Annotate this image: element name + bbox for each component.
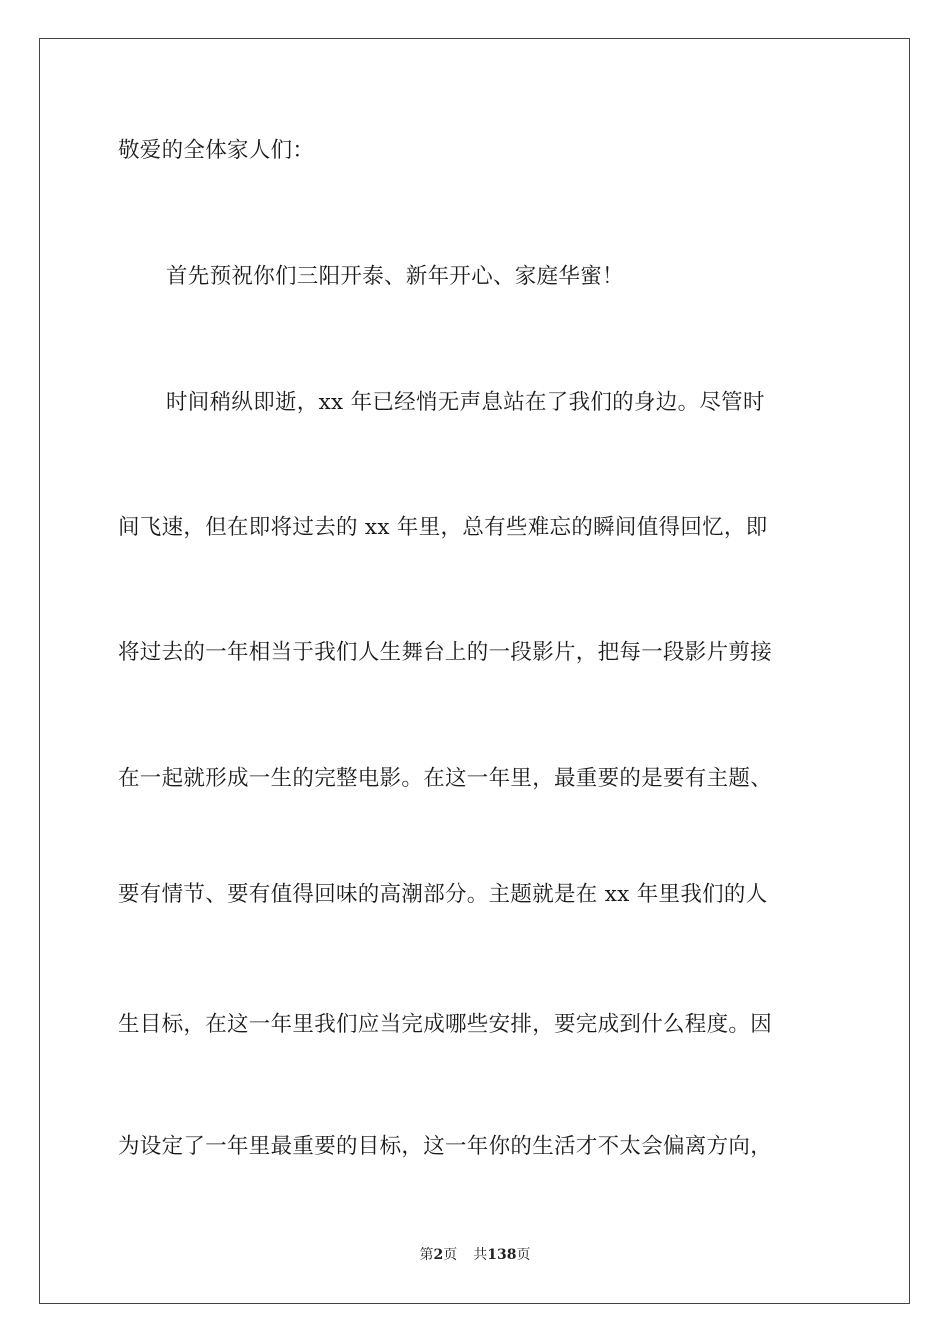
footer-total-prefix: 共: [473, 1247, 488, 1263]
paragraph-line: 将过去的一年相当于我们人生舞台上的一段影片，把每一段影片剪接: [118, 640, 773, 665]
paragraph-line: 为设定了一年里最重要的目标，这一年你的生活才不太会偏离方向，: [118, 1134, 773, 1159]
page-frame: [39, 38, 910, 1304]
paragraph-line: 间飞速，但在即将过去的 xx 年里，总有些难忘的瞬间值得回忆，即: [118, 515, 768, 540]
footer-total-suffix: 页: [516, 1247, 531, 1263]
footer-page-prefix: 第: [419, 1247, 434, 1263]
paragraph-line: 时间稍纵即逝，xx 年已经悄无声息站在了我们的身边。尽管时: [166, 390, 765, 415]
footer-page-suffix: 页: [443, 1247, 458, 1263]
footer-page-number: 2: [433, 1247, 444, 1263]
paragraph-line: 生目标，在这一年里我们应当完成哪些安排，要完成到什么程度。因: [118, 1012, 773, 1037]
page-footer: [0, 1245, 950, 1265]
footer-total-pages: 138: [487, 1247, 517, 1263]
paragraph-line: 首先预祝你们三阳开泰、新年开心、家庭华蜜！: [166, 264, 624, 289]
paragraph-line: 要有情节、要有值得回味的高潮部分。主题就是在 xx 年里我们的人: [118, 882, 768, 907]
salutation: 敬爱的全体家人们：: [118, 138, 315, 163]
paragraph-line: 在一起就形成一生的完整电影。在这一年里，最重要的是要有主题、: [118, 766, 773, 791]
